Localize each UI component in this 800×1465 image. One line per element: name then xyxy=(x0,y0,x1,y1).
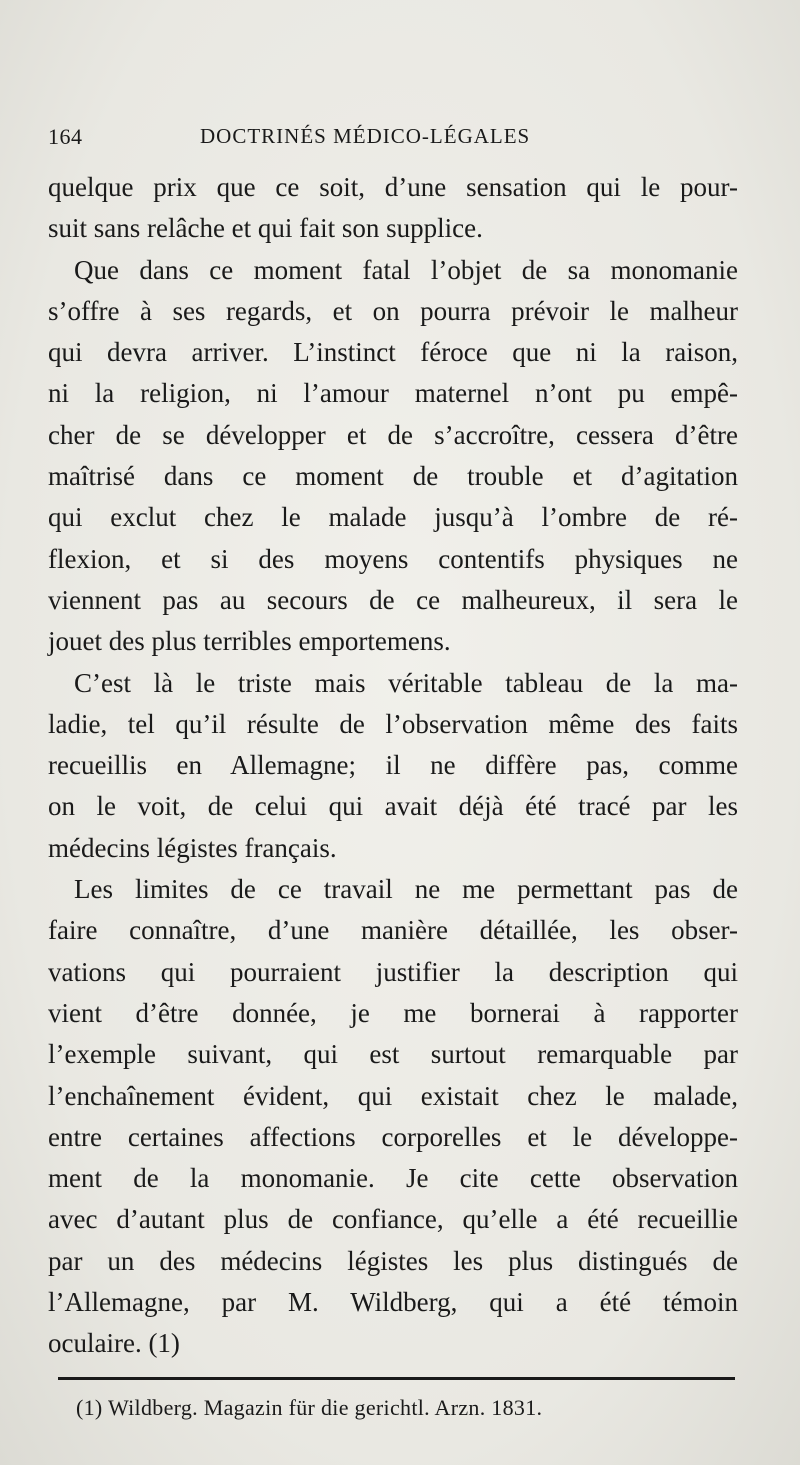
text-line: cher de se développer et de s’accroître, cessera d’être xyxy=(48,419,738,450)
text-line: quelque prix que ce soit, d’une sensation qui le pour- xyxy=(48,172,738,202)
footnote-rule xyxy=(58,1377,735,1380)
text-line: vations qui pourraient justifier la description qui xyxy=(48,956,738,987)
text-line: l’Allemagne, par M. Wildberg, qui a été témoin xyxy=(48,1287,738,1318)
text-line: ni la religion, ni l’amour maternel n’ont pu empê- xyxy=(48,378,738,409)
text-line: l’enchaînement évident, qui existait chez le malade, xyxy=(48,1080,738,1111)
text-line: oculaire. (1) xyxy=(48,1328,180,1359)
text-line: qui devra arriver. L’instinct féroce que ni la raison, xyxy=(48,337,738,368)
text-line: ment de la monomanie. Je cite cette observation xyxy=(48,1163,738,1194)
text-line: par un des médecins légistes les plus distingués de xyxy=(48,1245,738,1276)
text-line: viennent pas au secours de ce malheureux, il sera le xyxy=(48,584,738,615)
paragraph-start-line: Les limites de ce travail ne me permettant pas de xyxy=(74,874,738,905)
text-line: entre certaines affections corporelles et le développe- xyxy=(48,1121,738,1152)
text-line: qui exclut chez le malade jusqu’à l’ombre de ré- xyxy=(48,502,738,533)
text-line: recueillis en Allemagne; il ne diffère pas, comme xyxy=(48,750,738,781)
text-line: ladie, tel qu’il résulte de l’observation même des faits xyxy=(48,708,738,739)
text-line: médecins légistes français. xyxy=(48,832,337,863)
text-line: s’offre à ses regards, et on pourra prévoir le malheur xyxy=(48,295,738,326)
text-line: avec d’autant plus de confiance, qu’elle a été recueillie xyxy=(48,1204,738,1235)
paragraph-start-line: C’est là le triste mais véritable tableau de la ma- xyxy=(74,667,738,698)
text-line: maîtrisé dans ce moment de trouble et d’agitation xyxy=(48,461,738,492)
text-line: flexion, et si des moyens contentifs physiques ne xyxy=(48,543,738,574)
paragraph-start-line: Que dans ce moment fatal l’objet de sa monomanie xyxy=(74,254,738,285)
text-line: l’exemple suivant, qui est surtout remarquable par xyxy=(48,1039,738,1070)
text-line: on le voit, de celui qui avait déjà été tracé par les xyxy=(48,791,738,822)
running-title: DOCTRINÉS MÉDICO-LÉGALES xyxy=(200,124,531,148)
text-line: faire connaître, d’une manière détaillée, les obser- xyxy=(48,915,738,946)
body-text xyxy=(48,167,738,1365)
page-number: 164 xyxy=(48,124,83,149)
page-header xyxy=(48,118,748,158)
footnote: (1) Wildberg. Magazin für die gerichtl. Arzn. 1831. xyxy=(76,1395,543,1420)
text-line: vient d’être donnée, je me bornerai à rapporter xyxy=(48,997,738,1028)
text-line: suit sans relâche et qui fait son supplice. xyxy=(48,213,483,244)
text-line: jouet des plus terribles emportemens. xyxy=(48,626,451,657)
